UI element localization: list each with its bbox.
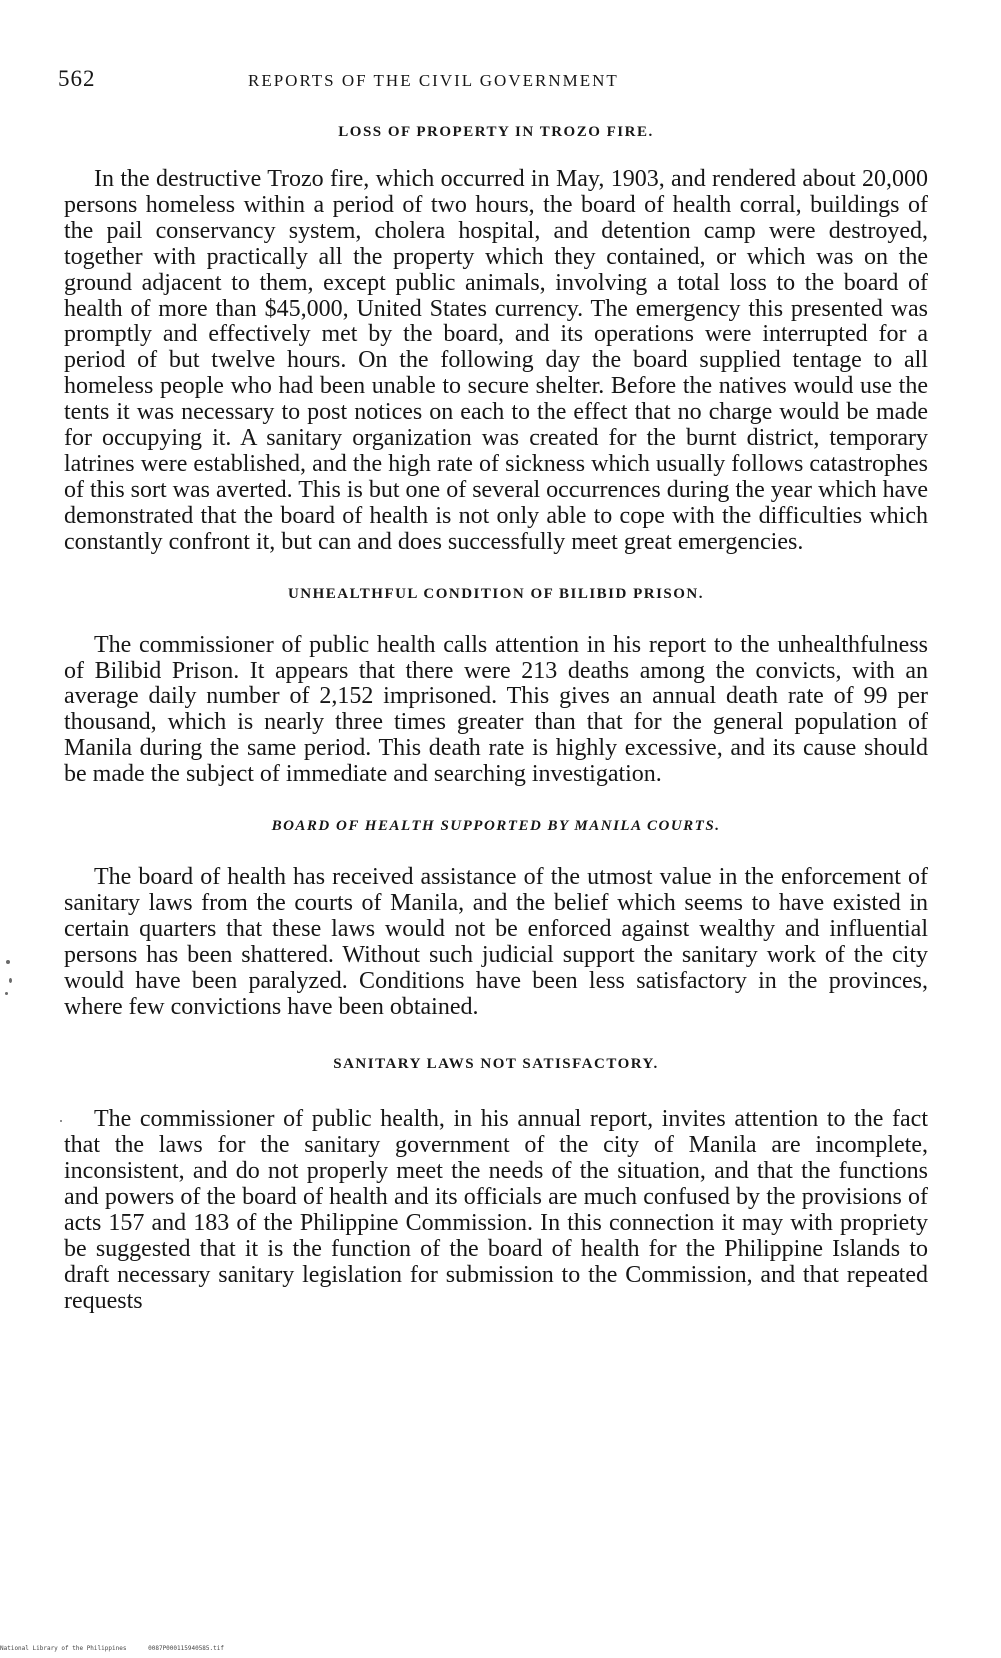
running-head: REPORTS OF THE CIVIL GOVERNMENT (248, 71, 619, 90)
section-paragraph-sanitary-laws: The commissioner of public health, in his annual report, invites attention to the fact that the laws for the sanitary government of the city of Manila are incomplete, inconsistent, and do not properly meet the needs of the situation, and that the functions and powers of the board of health and its officials are much confused by the provisions of acts 157 and 183 of the Philippine Commission. In this connection it may with propriety be suggested that it is the function of the board of health for the Philippine Islands to draft necessary sanitary legislation for submission to the Commission, and that repeated requests (64, 1106, 928, 1314)
footer-file-id: 0087P000115940585.tif (148, 1645, 224, 1652)
section-heading-bilibid-prison: UNHEALTHFUL CONDITION OF BILIBID PRISON. (287, 585, 705, 602)
scan-speck (60, 1120, 62, 1122)
section-heading-sanitary-laws: SANITARY LAWS NOT SATISFACTORY. (333, 1056, 659, 1073)
section-paragraph-manila-courts: The board of health has received assistance of the utmost value in the enforcement of sanitary laws from the courts of Manila, and the belief which seems to have existed in certain quarters that these laws would not be enforced against wealthy and influential persons has been shattered. Without such judicial support the sanitary work of the city would have been paralyzed. Conditions have been less satisfactory in the provinces, where few convictions have been obtained. (64, 864, 928, 1020)
section-heading-manila-courts: BOARD OF HEALTH SUPPORTED BY MANILA COURTS. (271, 818, 721, 835)
footer-library: National Library of the Philippines (0, 1645, 127, 1652)
page-number: 562 (58, 66, 96, 91)
section-heading-trozo-fire: LOSS OF PROPERTY IN TROZO FIRE. (338, 124, 654, 140)
page-body (64, 124, 928, 1315)
scan-speck (5, 992, 8, 995)
scan-speck (6, 960, 10, 964)
page-header (58, 66, 918, 100)
scan-footer (0, 1645, 224, 1652)
section-paragraph-bilibid-prison: The commissioner of public health calls attention in his report to the unhealthfulness of Bilibid Prison. It appears that there were 213 deaths among the convicts, with an average daily number of 2,152 imprisoned. This gives an annual death rate of 99 per thousand, which is nearly three times greater than that for the general population of Manila during the same period. This death rate is highly excessive, and its cause should be made the subject of immediate and searching investigation. (64, 631, 928, 788)
scan-speck (9, 978, 12, 983)
section-paragraph-trozo-fire: In the destructive Trozo fire, which occurred in May, 1903, and rendered about 20,000 persons homeless within a period of two hours, the board of health corral, buildings of the pail conservancy system, cholera hospital, and detention camp were destroyed, together with practically all the property which they contained, or which was on the ground adjacent to them, except public animals, involving a total loss to the board of health of more than $45,000, United States currency. The emergency this presented was promptly and effectively met by the board, and its operations were interrupted for a period of but twelve hours. On the following day the board supplied tentage to all homeless people who had been unable to secure shelter. Before the natives would use the tents it was necessary to post notices on each to the effect that no charge would be made for occupying it. A sanitary organization was created for the burnt district, temporary latrines were established, and the high rate of sickness which usually follows catastrophes of this sort was averted. This is but one of several occurrences during the year which have demonstrated that the board of health is not only able to cope with the difficulties which constantly confront it, but can and does successfully meet great emergencies. (64, 166, 928, 555)
